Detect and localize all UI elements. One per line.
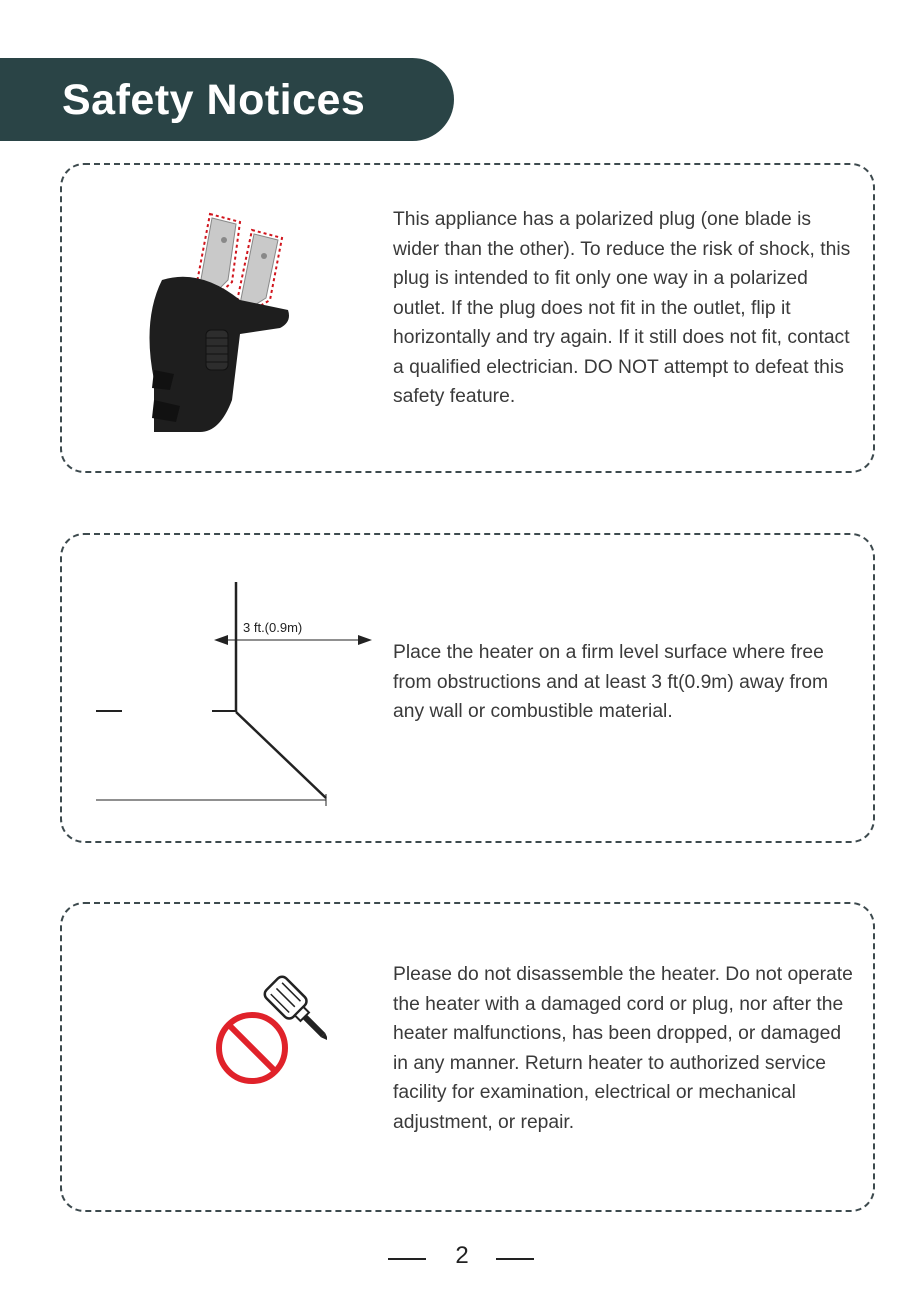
footer-divider-right (496, 1258, 534, 1260)
notice-text-no-disassembly: Please do not disassemble the heater. Do not operate the heater with a damaged cord or plug, nor after the heater malfunctions, has been dropped, or damaged in any manner. Return heater to authorized service facility for examination, electrical or mechanical adjustment, or repair. (393, 964, 853, 1133)
notice-text-polarized-plug: This appliance has a polarized plug (one blade is wider than the other). To reduce the risk of shock, this plug is intended to fit only one way in a polarized outlet. If the plug does not fit in the outlet, flip it horizontally and try again. If it still does not fit, contact a qualified electrician. DO NOT attempt to defeat this safety feature. (393, 209, 851, 407)
polarized-plug-icon (140, 210, 300, 435)
clearance-dimension-label: 3 ft.(0.9m) (243, 620, 303, 635)
notice-text-clearance: Place the heater on a firm level surface where free from obstructions and at least 3 ft(0.9m) away from any wall or combustible material. (393, 642, 829, 722)
page-title: Safety Notices (62, 76, 366, 124)
footer-divider-left (388, 1258, 426, 1260)
page-number: 2 (455, 1242, 469, 1269)
no-disassembly-icon (212, 972, 327, 1087)
clearance-diagram (90, 580, 380, 810)
